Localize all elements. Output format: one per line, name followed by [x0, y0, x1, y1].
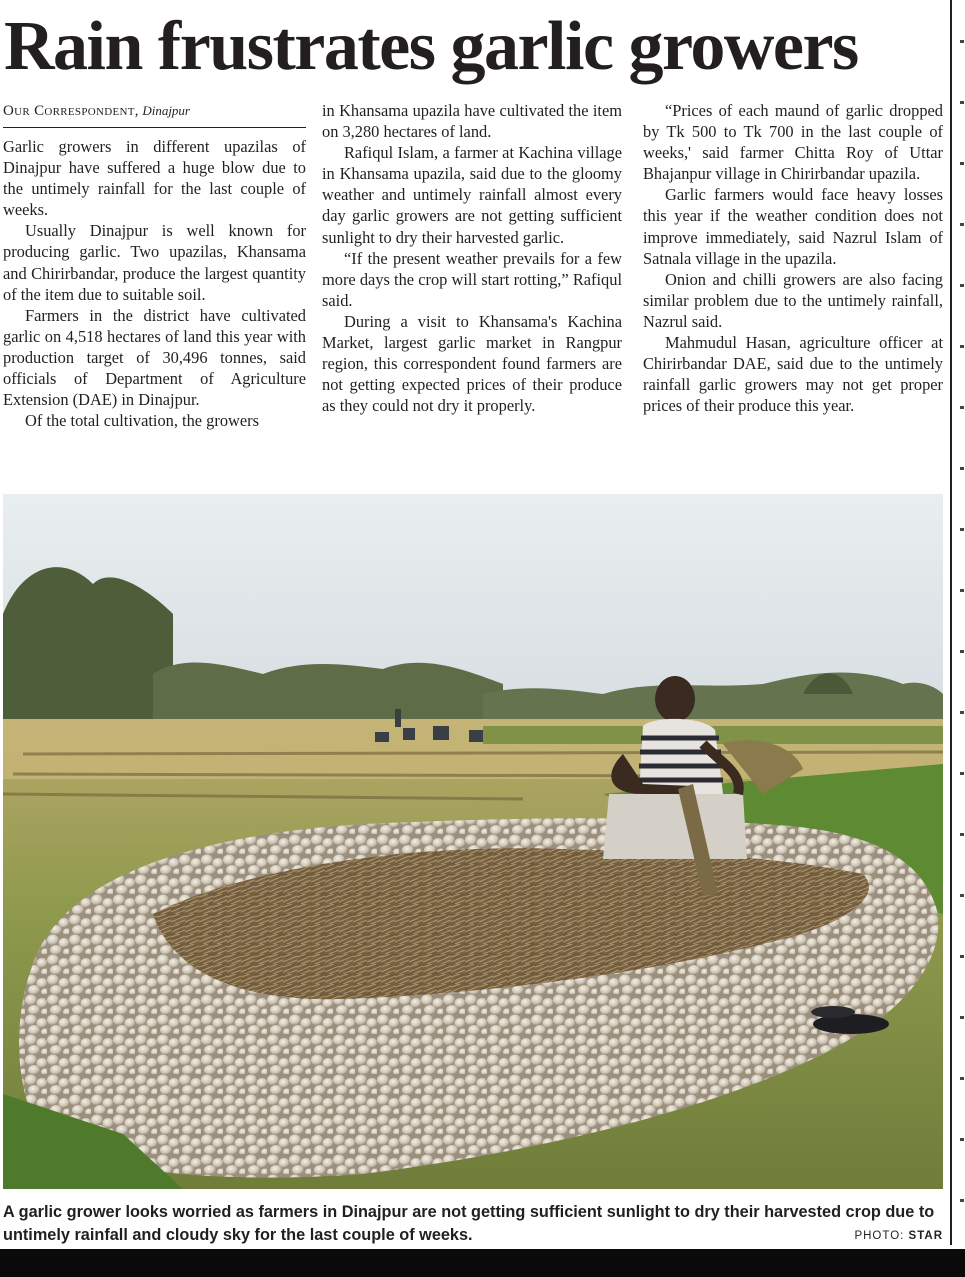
photo-credit-label: PHOTO: [854, 1230, 905, 1242]
paragraph: Onion and chilli growers are also facing similar problem due to the untimely rainfall, Nazrul said. [643, 269, 943, 331]
paragraph: in Khansama upazila have cultivated the item on 3,280 hectares of land. [322, 101, 622, 142]
paragraph: Rafiqul Islam, a farmer at Kachina village in Khansama upazila, said due to the gloomy weather and untimely rainfall almost every day garlic growers are not getting sufficient sunlight to dry their harvested garlic. [322, 143, 622, 247]
article-column-1 [3, 100, 306, 431]
paragraph: Usually Dinajpur is well known for producing garlic. Two upazilas, Khansama and Chirirbandar, produce the largest quantity of the item due to suitable soil. [3, 221, 306, 304]
garlic-field-photo [3, 494, 943, 1189]
paragraph: Farmers in the district have cultivated garlic on 4,518 hectares of land this year with production target of 30,496 tonnes, said officials of Department of Agriculture Extension (DAE) in Dinajpur. [3, 305, 306, 410]
column-rule [950, 0, 952, 1245]
photo-caption: A garlic grower looks worried as farmers in Dinajpur are not getting sufficient sunlight to dry their harvested crop due to untimely rainfall and cloudy sky for the last couple of weeks. [3, 1203, 935, 1244]
paragraph: “Prices of each maund of garlic dropped by Tk 500 to Tk 700 in the last couple of weeks,' said farmer Chitta Roy of Uttar Bhajanpur village in Chirirbandar upazila. [643, 101, 943, 184]
paragraph: Mahmudul Hasan, agriculture officer at Chirirbandar DAE, said due to the untimely rainfall garlic growers may not get proper prices of their produce this year. [643, 333, 943, 416]
paragraph: During a visit to Khansama's Kachina Market, largest garlic market in Rangpur region, this correspondent found farmers are not getting expected prices of their produce as they could not dry it properly. [322, 311, 622, 416]
photo-credit-source: STAR [908, 1230, 943, 1242]
paragraph: Garlic growers in different upazilas of Dinajpur have suffered a huge blow due to the untimely rainfall for the last couple of weeks. [3, 137, 306, 220]
photo-credit [854, 1230, 943, 1242]
paragraph: “If the present weather prevails for a few more days the crop will start rotting,” Rafiqul said. [322, 248, 622, 310]
article-column-3 [643, 100, 943, 416]
paragraph: Garlic farmers would face heavy losses this year if the weather condition does not improve immediately, said Nazrul Islam of Satnala village in the upazila. [643, 185, 943, 268]
news-photo [3, 494, 943, 1189]
scan-border [0, 1249, 965, 1277]
article-column-2 [322, 100, 622, 416]
adjacent-article-edge [958, 40, 965, 1240]
byline-author: Our Correspondent, [3, 103, 139, 119]
headline: Rain frustrates garlic growers [4, 8, 858, 85]
byline [3, 100, 306, 128]
byline-place: Dinajpur [142, 103, 190, 118]
paragraph: Of the total cultivation, the growers [25, 411, 259, 431]
